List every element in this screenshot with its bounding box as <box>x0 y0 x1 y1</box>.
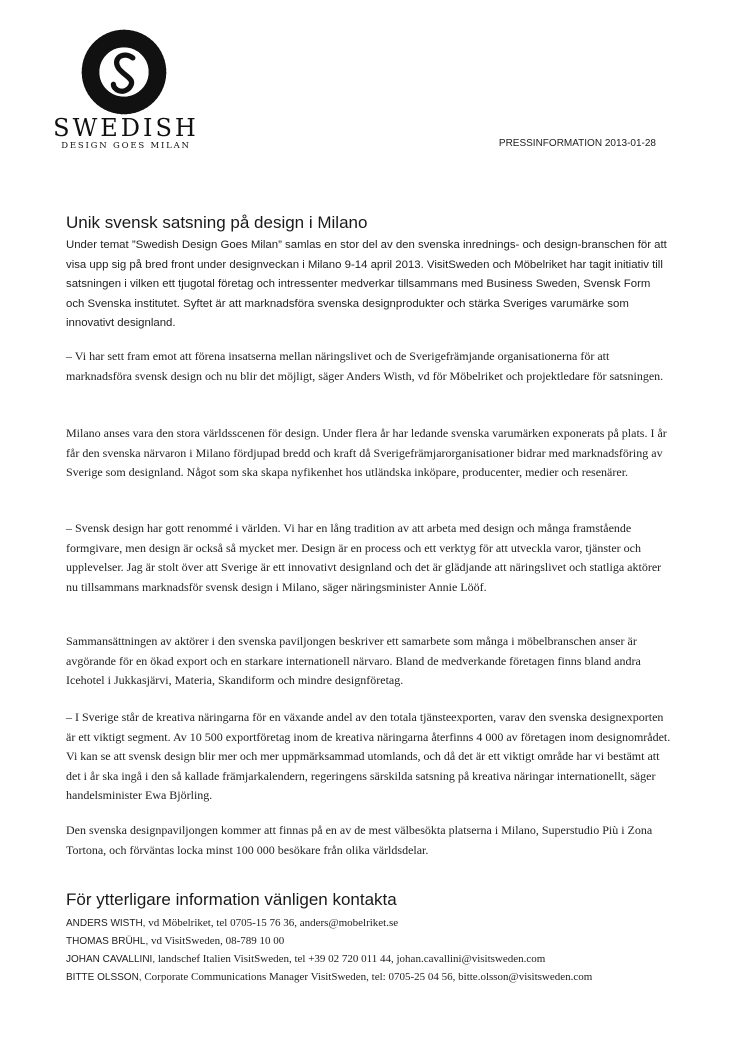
contact-name: THOMAS BRÜHL, <box>66 936 149 947</box>
paragraph-designpaviljong: Den svenska designpaviljongen kommer att finnas på en av de mest välbesökta platserna i Milano, Superstudio Più i Zona Tortona, och förväntas locka minst 100 000 besökare från olika världsdelar. <box>66 823 653 857</box>
swedish-logo-ring-icon <box>80 28 168 116</box>
contact-line <box>66 971 686 983</box>
article-title: Unik svensk satsning på design i Milano <box>66 213 368 232</box>
logo-wordmark: SWEDISH <box>53 114 199 142</box>
article-lead: Under temat ”Swedish Design Goes Milan” samlas en stor del av den svenska inrednings- och design-branschen för att visa upp sig på bred front under designveckan i Milano 9-14 april 2013. VisitSweden och Möbelriket har tagit initiativ till satsningen i vilken ett tjugotal företag och intressenter medverkar tillsammans med Business Sweden, Svensk Form och Svenska institutet. Syftet är att marknadsföra svenska designprodukter och stärka Sveriges varumärke som innovativt designland. <box>66 239 667 330</box>
contact-details: vd Möbelriket, tel 0705-15 76 36, anders@mobelriket.se <box>145 917 399 929</box>
paragraph-milano: Milano anses vara den stora världsscenen för design. Under flera år har ledande svenska varumärken exponerats på plats. I år får den svenska närvaron i Milano fördjupad bredd och kraft då Sverigefrämjarorganisationer bidrar med marknadsföring av Sverige som designland. Något som ska skapa nyfikenhet hos utländska inköpare, producenter, medier och resenärer. <box>66 426 667 480</box>
contact-details: vd VisitSweden, 08-789 10 00 <box>148 935 285 947</box>
contact-line <box>66 917 686 929</box>
contact-details: Corporate Communications Manager VisitSweden, tel: 0705-25 04 56, bitte.olsson@visitsweden.com <box>141 971 593 983</box>
contact-name: ANDERS WISTH, <box>66 918 146 929</box>
contact-name: JOHAN CAVALLINI, <box>66 954 156 965</box>
contact-name: BITTE OLSSON, <box>66 972 142 983</box>
logo-tagline: DESIGN GOES MILAN <box>61 141 191 151</box>
contact-details: landschef Italien VisitSweden, tel +39 02 720 011 44, johan.cavallini@visitsweden.com <box>155 953 546 965</box>
paragraph-quote-bjorling: – I Sverige står de kreativa näringarna för en växande andel av den totala tjänsteexporten, varav den svenska designexporten är ett viktigt segment. Av 10 500 exportföretag inom de kreativa näringarna återfinns 4 000 av företagen inom designområdet. Vi kan se att svensk design blir mer och mer uppmärksammad utomlands, och då det är ett viktigt område har vi bestämt att det i år ska ingå i den så kallade främjarkalendern, regeringens särskilda satsning på kreativa näringar internationellt, säger handelsminister Ewa Björling. <box>66 710 671 803</box>
paragraph-paviljong: Sammansättningen av aktörer i den svenska paviljongen beskriver ett samarbete som många i möbelbranschen anser är avgörande för en ökad export och en starkare internationell närvaro. Bland de medverkande företagen finns bland andra Icehotel i Jukkasjärvi, Materia, Skandiform och mindre designföretag. <box>66 634 641 688</box>
paragraph-quote-wisth: – Vi har sett fram emot att förena insatserna mellan näringslivet och de Sverigefrämjande organisationerna för att marknadsföra svensk design och nu blir det möjligt, säger Anders Wisth, vd för Möbelriket och projektledare för satsningen. <box>66 349 664 383</box>
contact-line <box>66 953 686 965</box>
paragraph-quote-loof: – Svensk design har gott renommé i världen. Vi har en lång tradition av att arbeta med design och många framstående formgivare, men design är också så mycket mer. Design är en process och ett verktyg för att utveckla varor, tjänster och upplevelser. Jag är stolt över att Sverige är ett innovativt designland och det är glädjande att näringslivet och statliga aktörer nu tillsammans marknadsför svensk design i Milano, säger näringsminister Annie Lööf. <box>66 521 662 594</box>
contact-line <box>66 935 686 947</box>
press-info-label: PRESSINFORMATION 2013-01-28 <box>498 138 656 149</box>
contact-heading: För ytterligare information vänligen kontakta <box>66 890 397 909</box>
